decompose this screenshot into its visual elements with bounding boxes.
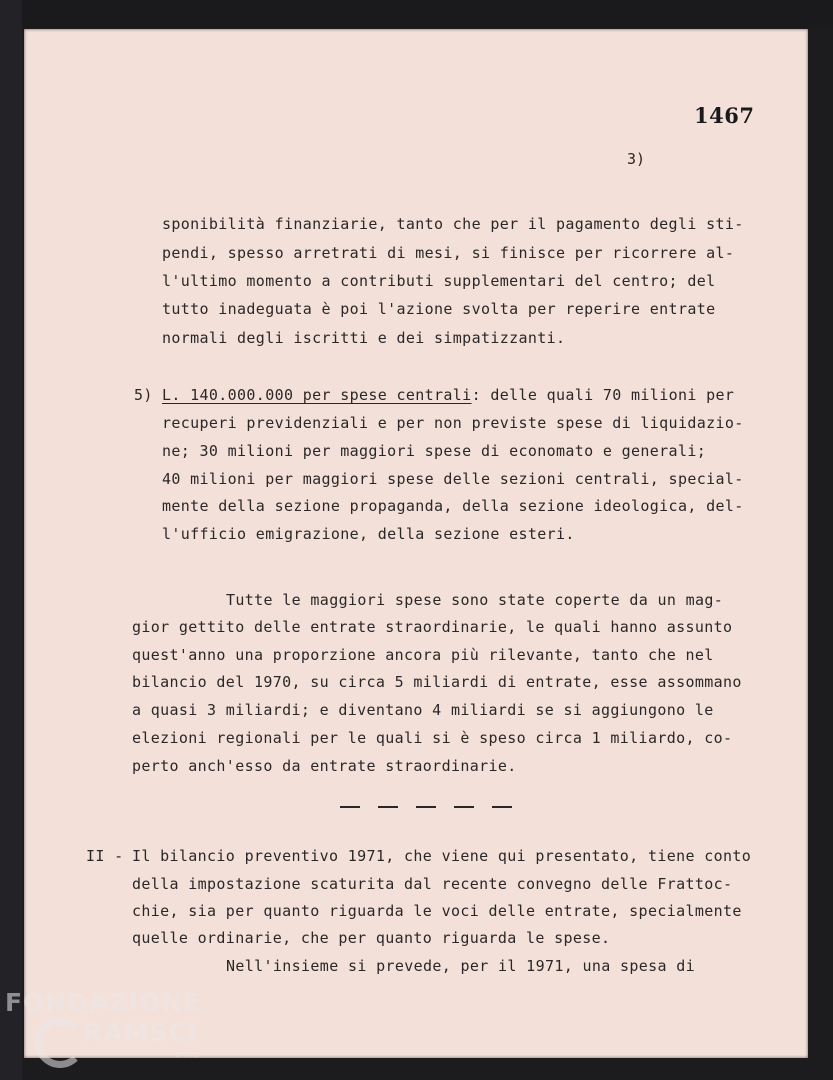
paragraph-2-line: bilancio del 1970, su circa 5 miliardi di entrate, esse assommano — [132, 673, 742, 691]
section-ii-line: chie, sia per quanto riguarda le voci delle entrate, specialmente — [132, 902, 742, 920]
separator-dash — [454, 806, 474, 808]
separator-dash — [378, 806, 398, 808]
item-5-first-line — [162, 386, 734, 404]
separator-dash — [492, 806, 512, 808]
section-number: 3) — [627, 150, 646, 168]
item-5-line: ne; 30 milioni per maggiori spese di economato e generali; — [162, 442, 707, 460]
paragraph-2-line: a quasi 3 miliardi; e diventano 4 miliardi se si aggiungono le — [132, 701, 714, 719]
separator-dash — [416, 806, 436, 808]
watermark-line-2: RAMSCI — [83, 1018, 199, 1047]
item-5-heading: L. 140.000.000 per spese centrali — [162, 386, 472, 404]
watermark-g-logo-icon — [35, 1018, 85, 1068]
scanner-left-border — [0, 0, 22, 1080]
section-ii-line: della impostazione scaturita dal recente convegno delle Frattoc- — [132, 875, 733, 893]
paragraph-2-line: elezioni regionali per le quali si è speso circa 1 miliardo, co- — [132, 729, 733, 747]
item-5-marker: 5) — [134, 386, 153, 404]
paragraph-1-line: normali degli iscritti e dei simpatizzanti. — [162, 329, 566, 347]
section-ii-line: quelle ordinarie, che per quanto riguarda le spese. — [132, 929, 611, 947]
watermark-line-1: FONDAZIONE — [5, 988, 202, 1017]
watermark-suffix: onlus — [175, 1050, 200, 1060]
paragraph-2-line: gior gettito delle entrate straordinarie, le quali hanno assunto — [132, 618, 733, 636]
section-ii-line: Il bilancio preventivo 1971, che viene qui presentato, tiene conto — [132, 847, 752, 865]
paragraph-1-line: tutto inadeguata è poi l'azione svolta per reperire entrate — [162, 300, 716, 318]
paragraph-1-line: sponibilità finanziarie, tanto che per il pagamento degli sti- — [162, 215, 744, 233]
section-ii-line: Nell'insieme si prevede, per il 1971, una spesa di — [226, 957, 696, 975]
paragraph-1-line: pendi, spesso arretrati di mesi, si finisce per ricorrere al- — [162, 244, 735, 262]
paragraph-2-line: Tutte le maggiori spese sono state coperte da un mag- — [226, 591, 724, 609]
scanner-top-border — [0, 0, 833, 28]
item-5-line: 40 milioni per maggiori spese delle sezioni centrali, special- — [162, 470, 744, 488]
paragraph-1-line: l'ultimo momento a contributi supplementari del centro; del — [162, 272, 716, 290]
item-5-first-line-rest: : delle quali 70 milioni per — [471, 386, 735, 404]
separator-dash — [340, 806, 360, 808]
item-5-line: mente della sezione propaganda, della sezione ideologica, del- — [162, 497, 744, 515]
paragraph-2-line: perto anch'esso da entrate straordinarie. — [132, 757, 517, 775]
item-5-line: l'ufficio emigrazione, della sezione esteri. — [162, 525, 575, 543]
paragraph-2-line: quest'anno una proporzione ancora più rilevante, tanto che nel — [132, 646, 714, 664]
item-5-line: recuperi previdenziali e per non previste spese di liquidazio- — [162, 414, 744, 432]
section-ii-marker: II - — [86, 847, 124, 865]
page-number: 1467 — [694, 103, 755, 128]
